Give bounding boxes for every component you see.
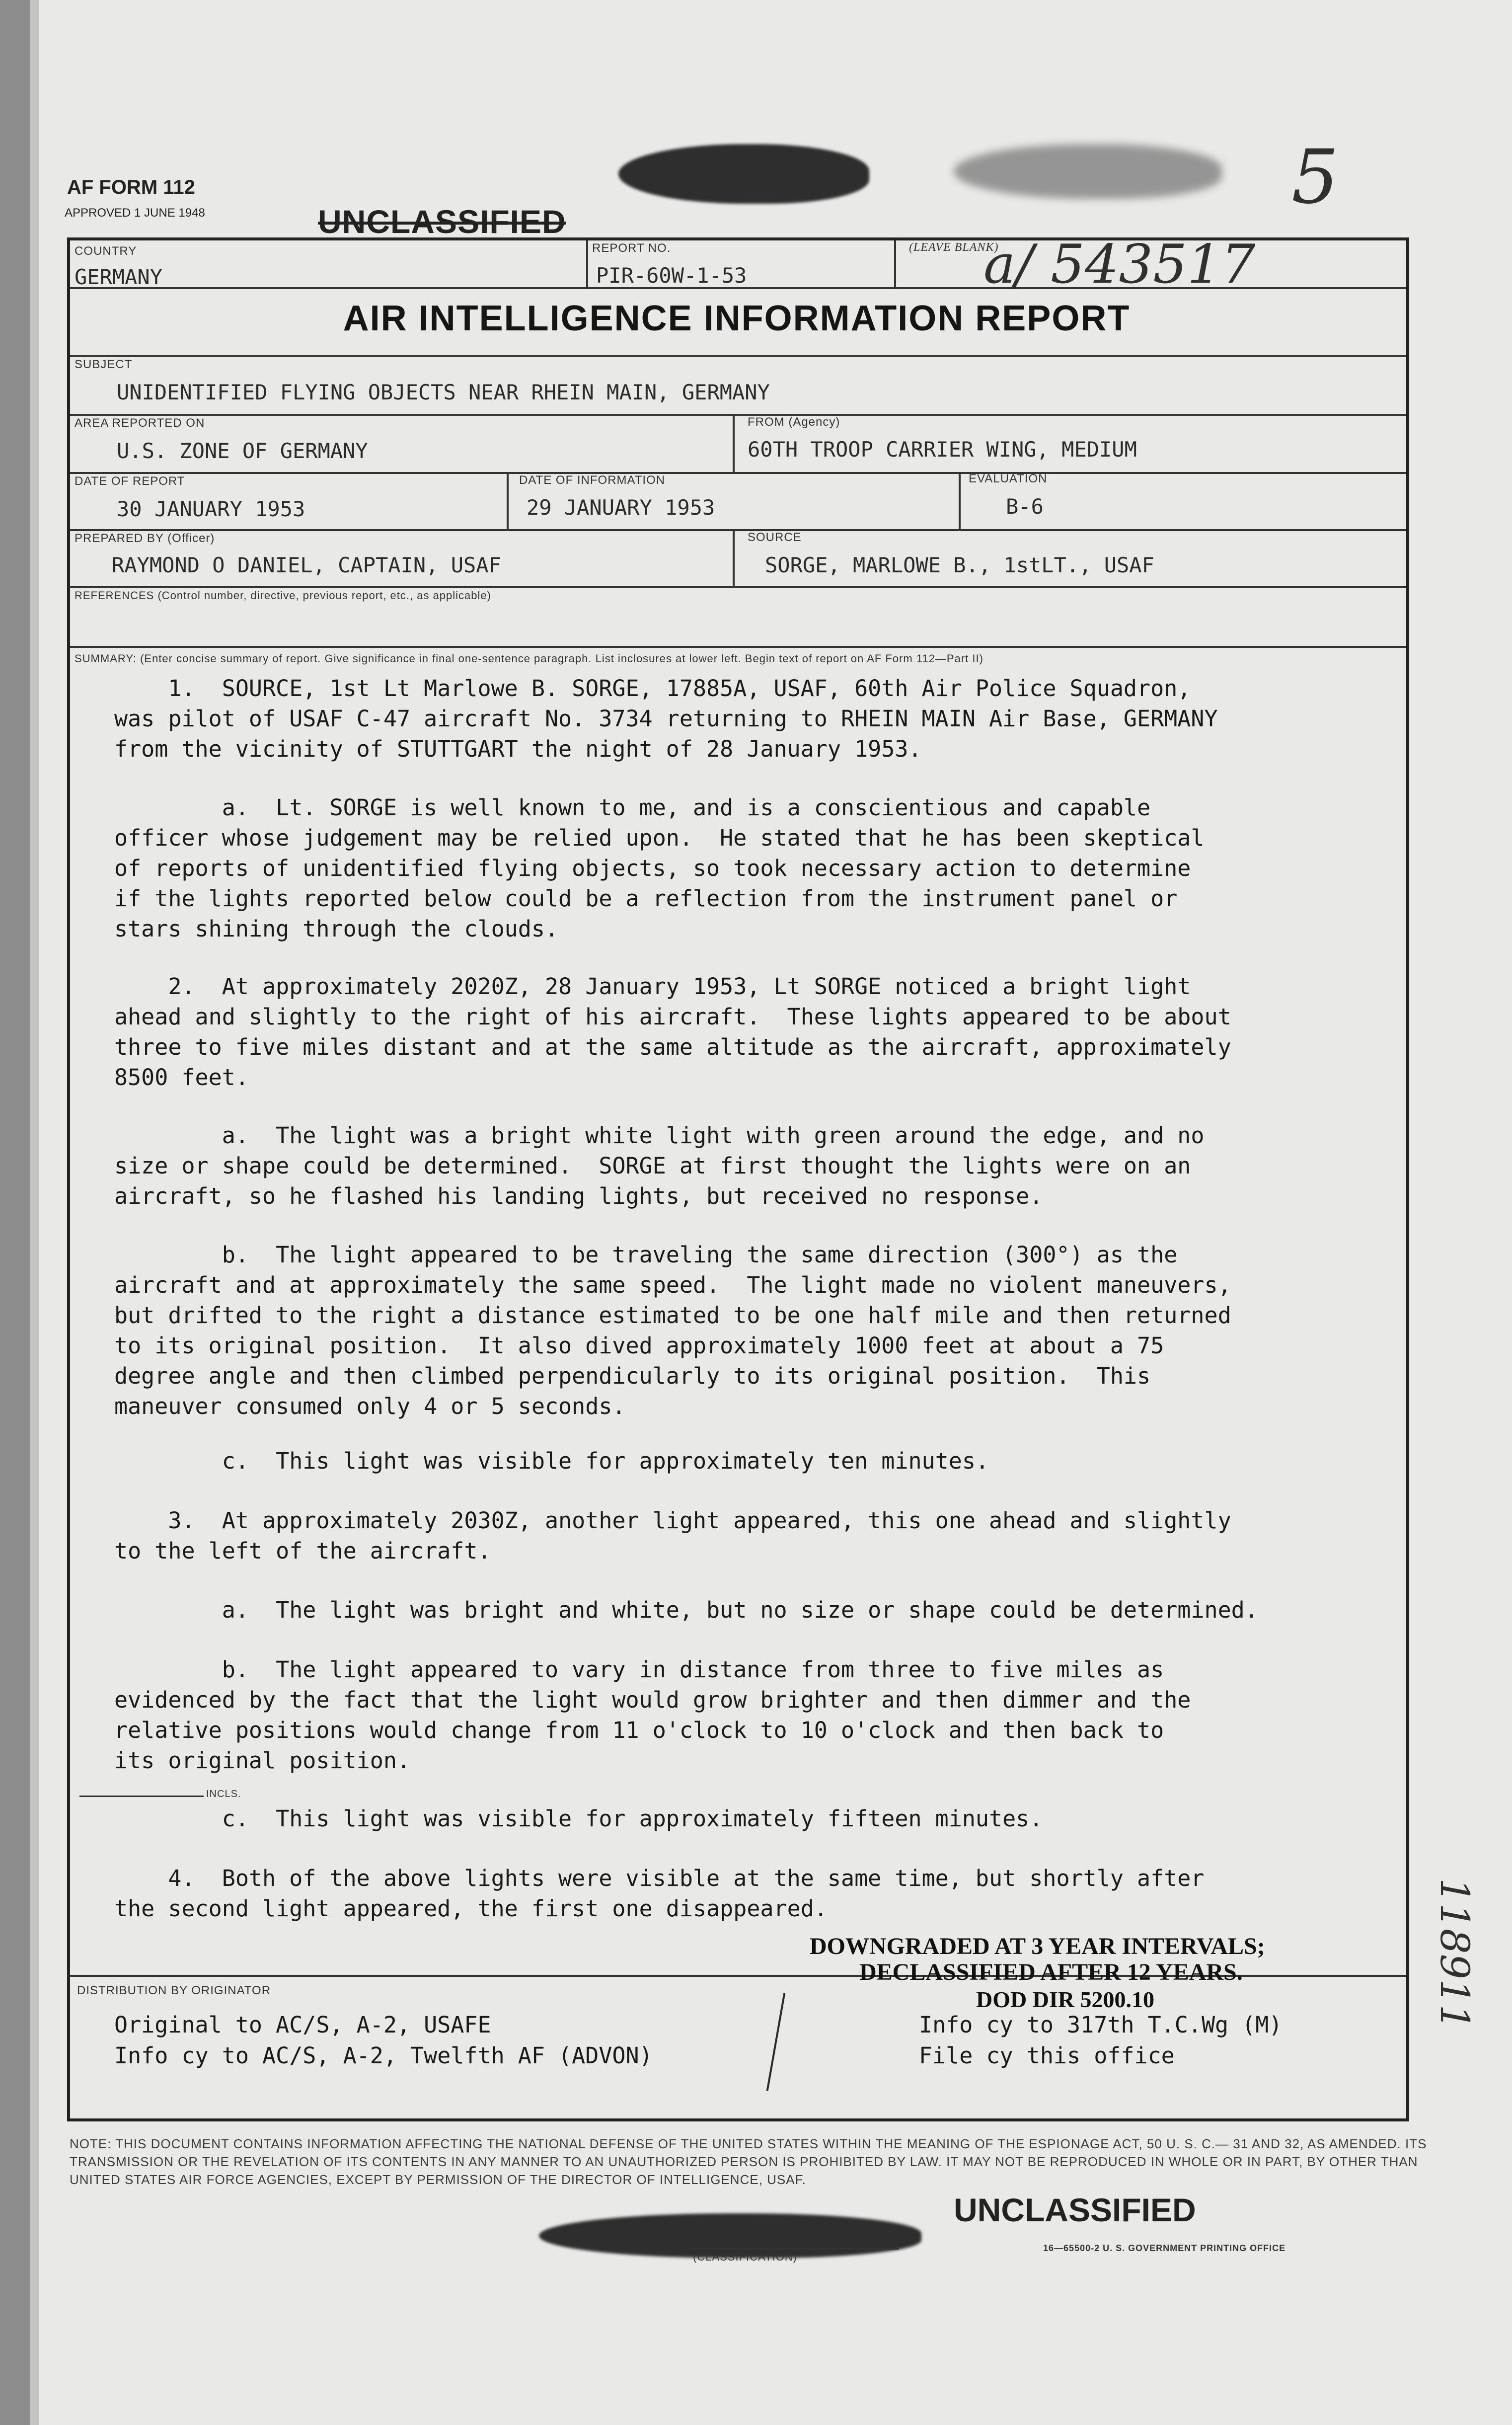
paragraph-3c: c. This light was visible for approximately fifteen minutes. bbox=[114, 1805, 1043, 1832]
col-line bbox=[894, 240, 896, 287]
handwritten-file-number: a/ 543517 bbox=[983, 234, 1256, 296]
source-label: SOURCE bbox=[748, 531, 802, 544]
classification-top: UNCLASSIFIED bbox=[318, 203, 566, 240]
row-line bbox=[70, 414, 1406, 416]
downgrade-stamp-line3: DOD DIR 5200.10 bbox=[976, 1987, 1155, 2012]
leave-blank-label: (LEAVE BLANK) bbox=[909, 241, 999, 254]
report-no-label: REPORT NO. bbox=[592, 241, 671, 255]
paragraph-1: 1. SOURCE, 1st Lt Marlowe B. SORGE, 17885A, USAF, 60th Air Police Squadron, was pilot of USAF C-47 aircraft No. 3734 returning to RHEIN MAIN Air Base, GERMANY from the vicinity of STUTTGART the night of 28 January 1953. bbox=[114, 675, 1218, 762]
classification-bottom: UNCLASSIFIED bbox=[954, 2191, 1196, 2228]
source-value: SORGE, MARLOWE B., 1stLT., USAF bbox=[765, 553, 1154, 577]
paragraph-3: 3. At approximately 2030Z, another light appeared, this one ahead and slightly to the left of the aircraft. bbox=[114, 1507, 1231, 1564]
handwritten-page-mark: 5 bbox=[1291, 134, 1339, 221]
row-line bbox=[70, 355, 1406, 357]
downgrade-stamp-line2: DECLASSIFIED AFTER 12 YEARS. bbox=[859, 1959, 1243, 1985]
col-line bbox=[507, 472, 509, 529]
distribution-right: Info cy to 317th T.C.Wg (M) File cy this office bbox=[919, 2012, 1283, 2069]
printer-line: 16—65500-2 U. S. GOVERNMENT PRINTING OFFICE bbox=[1043, 2243, 1286, 2253]
redaction-top bbox=[618, 144, 869, 204]
scan-edge bbox=[0, 0, 30, 2425]
paragraph-2c: c. This light was visible for approximately ten minutes. bbox=[114, 1448, 989, 1474]
paragraph-2a: a. The light was a bright white light with green around the edge, and no size or shape could be determined. SORGE at first thought the lights were on an aircraft, so he flashed his landing lights, but received no response. bbox=[114, 1122, 1205, 1209]
references-label: REFERENCES (Control number, directive, previous report, etc., as applicable) bbox=[75, 589, 491, 602]
prepared-value: RAYMOND O DANIEL, CAPTAIN, USAF bbox=[112, 553, 501, 577]
form-number: AF FORM 112 bbox=[67, 176, 195, 198]
report-title: AIR INTELLIGENCE INFORMATION REPORT bbox=[343, 299, 1131, 338]
country-label: COUNTRY bbox=[75, 244, 137, 258]
incls-line bbox=[79, 1796, 204, 1797]
col-line bbox=[733, 414, 735, 472]
form-approved-date: APPROVED 1 JUNE 1948 bbox=[65, 206, 205, 220]
evaluation-value: B-6 bbox=[1006, 494, 1044, 519]
downgrade-stamp-line1: DOWNGRADED AT 3 YEAR INTERVALS; bbox=[810, 1933, 1265, 1959]
classification-line bbox=[690, 2248, 899, 2250]
area-label: AREA REPORTED ON bbox=[75, 416, 205, 430]
subject-value: UNIDENTIFIED FLYING OBJECTS NEAR RHEIN MAIN, GERMANY bbox=[117, 380, 770, 404]
col-line bbox=[959, 472, 961, 529]
evaluation-label: EVALUATION bbox=[969, 472, 1048, 485]
paragraph-2b: b. The light appeared to be traveling the same direction (300°) as the aircraft and at approximately the same speed. The light made no violent maneuvers, but drifted to the right a distance estimated to be one half mile and then returned to its original position. It also dived approximately 1000 feet at about a 75 degree angle and then climbed perpendicularly to its original position. This maneuver consumed only 4 or 5 seconds. bbox=[114, 1242, 1231, 1419]
area-value: U.S. ZONE OF GERMANY bbox=[117, 439, 368, 463]
date-info-label: DATE OF INFORMATION bbox=[519, 473, 666, 487]
from-value: 60TH TROOP CARRIER WING, MEDIUM bbox=[748, 437, 1137, 462]
subject-label: SUBJECT bbox=[75, 358, 133, 371]
row-line bbox=[70, 529, 1406, 531]
date-info-value: 29 JANUARY 1953 bbox=[527, 495, 715, 520]
row-line bbox=[70, 472, 1406, 474]
redaction-top-right bbox=[954, 144, 1222, 199]
paragraph-4: 4. Both of the above lights were visible at the same time, but shortly after the second light appeared, the first one disappeared. bbox=[114, 1865, 1205, 1922]
paragraph-3a: a. The light was bright and white, but no size or shape could be determined. bbox=[114, 1597, 1258, 1623]
date-report-value: 30 JANUARY 1953 bbox=[117, 497, 305, 521]
espionage-act-note: NOTE: THIS DOCUMENT CONTAINS INFORMATION AFFECTING THE NATIONAL DEFENSE OF THE UNITED STATES WITHIN THE MEANING OF THE ESPIONAGE ACT, 50 U. S. C.— 31 AND 32, AS AMENDED. ITS TRANSMISSION OR THE REVELATION OF ITS CONTENTS IN ANY MANNER TO AN UNAUTHORIZED PERSON IS PROHIBITED BY LAW. IT MAY NOT BE REPRODUCED IN WHOLE OR IN PART, BY OTHER THAN UNITED STATES AIR FORCE AGENCIES, EXCEPT BY PERMISSION OF THE DIRECTOR OF INTELLIGENCE, USAF. bbox=[70, 2136, 1427, 2187]
country-value: GERMANY bbox=[75, 265, 163, 289]
report-no-value: PIR-60W-1-53 bbox=[596, 263, 747, 288]
handwritten-margin-number: 118911 bbox=[1432, 1878, 1478, 2030]
incls-label: INCLS. bbox=[206, 1789, 241, 1799]
paragraph-3b: b. The light appeared to vary in distance from three to five miles as evidenced by the fact that the light would grow brighter and then dimmer and the relative positions would change from 11 o'clock to 10 o'clock and then back to its original position. bbox=[114, 1656, 1191, 1774]
from-label: FROM (Agency) bbox=[748, 415, 840, 429]
col-line bbox=[733, 529, 735, 586]
paragraph-1a: a. Lt. SORGE is well known to me, and is a conscientious and capable officer whose judgement may be relied upon. He stated that he has been skeptical of reports of unidentified flying objects, so took necessary action to determine if the lights reported below could be a reflection from the instrument panel or stars shining through the clouds. bbox=[114, 794, 1205, 942]
classification-caption: (CLASSIFICATION) bbox=[693, 2251, 797, 2263]
prepared-label: PREPARED BY (Officer) bbox=[75, 532, 215, 545]
row-line bbox=[70, 586, 1406, 588]
summary-label: SUMMARY: (Enter concise summary of report. Give significance in final one-sentence paragraph. List inclosures at lower left. Begin text of report on AF Form 112—Part II) bbox=[75, 652, 983, 665]
scan-edge-shadow bbox=[30, 0, 39, 2425]
paragraph-2: 2. At approximately 2020Z, 28 January 1953, Lt SORGE noticed a bright light ahead and slightly to the right of his aircraft. These lights appeared to be about three to five miles distant and at the same altitude as the aircraft, approximately 8500 feet. bbox=[114, 973, 1231, 1091]
col-line bbox=[586, 240, 588, 287]
date-report-label: DATE OF REPORT bbox=[75, 474, 185, 488]
distribution-label: DISTRIBUTION BY ORIGINATOR bbox=[77, 1984, 271, 1997]
row-line bbox=[70, 646, 1406, 648]
distribution-left: Original to AC/S, A-2, USAFE Info cy to AC/S, A-2, Twelfth AF (ADVON) bbox=[114, 2012, 653, 2069]
